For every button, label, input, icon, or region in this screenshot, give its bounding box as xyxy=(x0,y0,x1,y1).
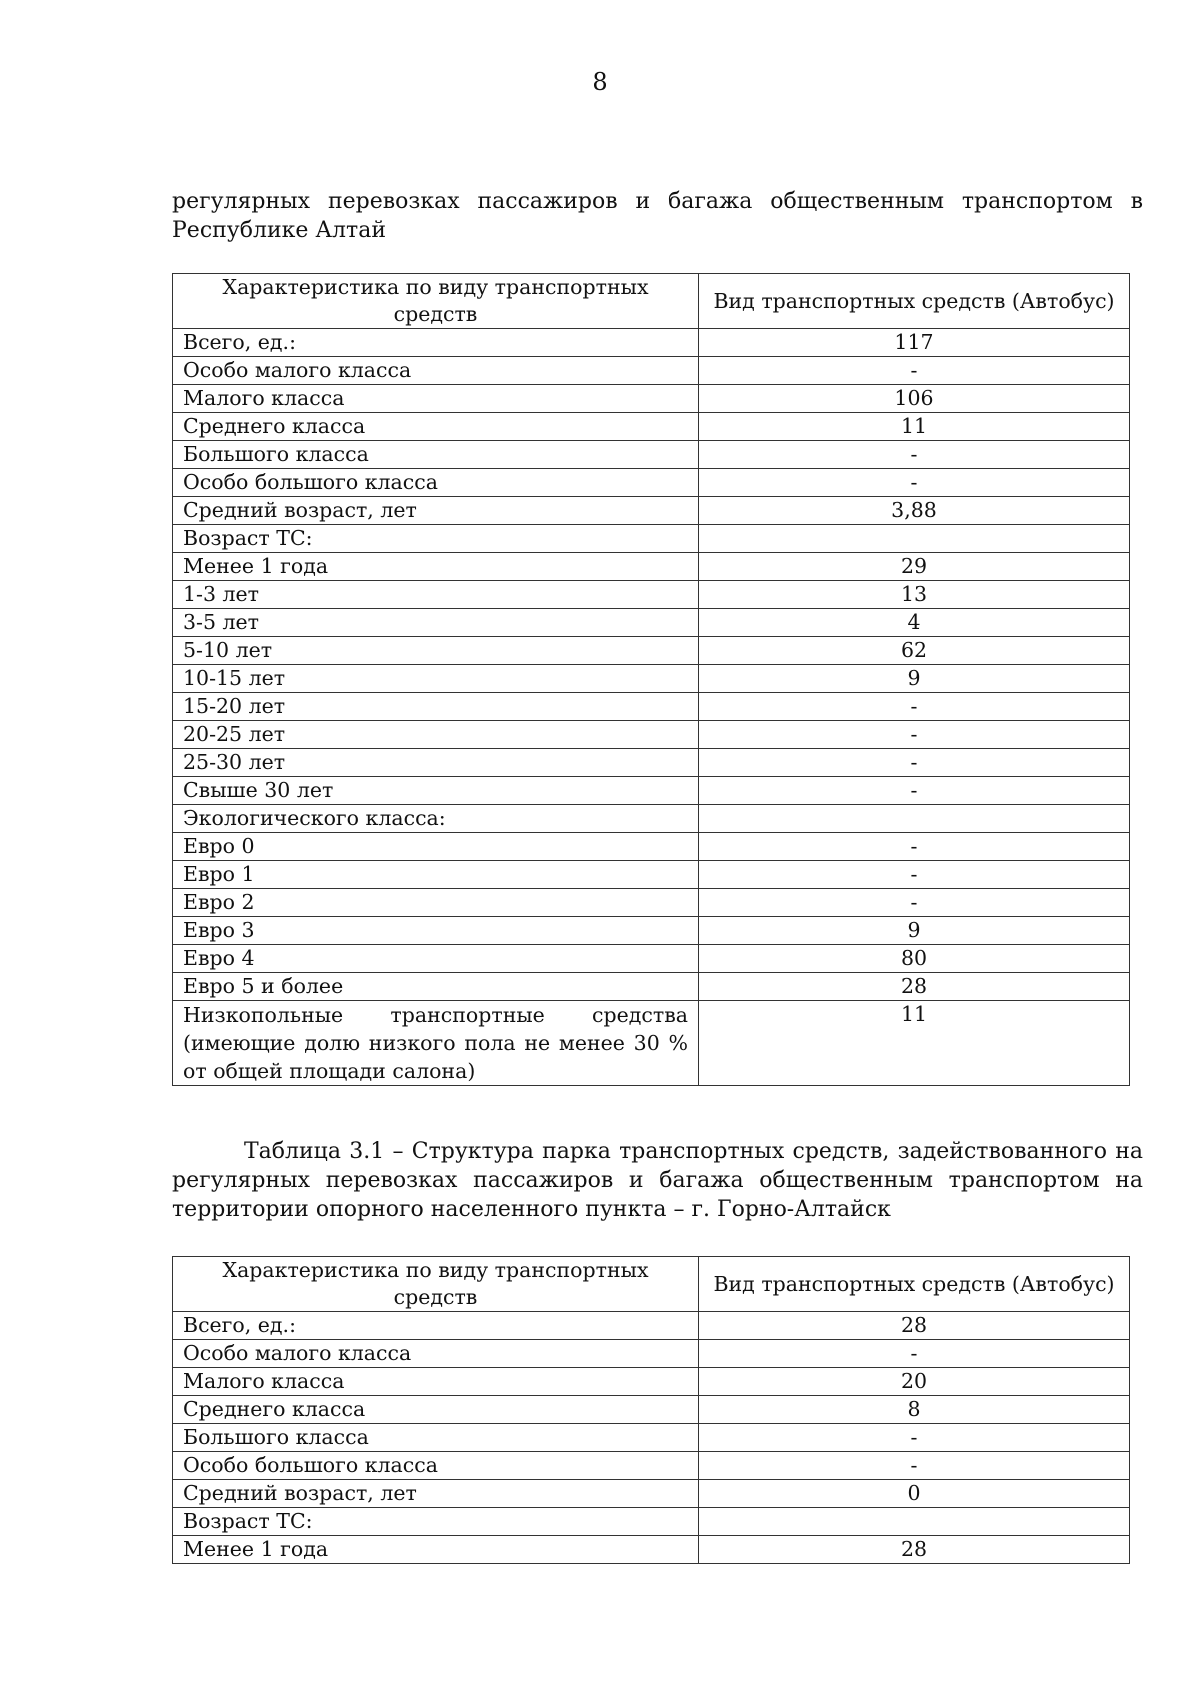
table-row xyxy=(173,469,1130,497)
row-label: Возраст ТС: xyxy=(173,1508,699,1536)
row-label: Особо большого класса xyxy=(173,1452,699,1480)
table-row xyxy=(173,525,1130,553)
row-label: Среднего класса xyxy=(173,1396,699,1424)
row-label: Евро 2 xyxy=(173,889,699,917)
row-label: Менее 1 года xyxy=(173,553,699,581)
table-header-row xyxy=(173,1257,1130,1312)
table-row xyxy=(173,805,1130,833)
table-row xyxy=(173,637,1130,665)
row-value: 29 xyxy=(699,553,1130,581)
row-label: Особо малого класса xyxy=(173,357,699,385)
table-row xyxy=(173,665,1130,693)
page-number: 8 xyxy=(592,68,608,96)
row-value: - xyxy=(699,441,1130,469)
row-value: - xyxy=(699,469,1130,497)
row-value: 28 xyxy=(699,1312,1130,1340)
row-value: - xyxy=(699,357,1130,385)
table-row xyxy=(173,329,1130,357)
table-row xyxy=(173,1312,1130,1340)
row-label: Евро 1 xyxy=(173,861,699,889)
row-value: - xyxy=(699,693,1130,721)
row-value: 9 xyxy=(699,665,1130,693)
row-label: Евро 0 xyxy=(173,833,699,861)
table-row xyxy=(173,1340,1130,1368)
row-label: Большого класса xyxy=(173,1424,699,1452)
row-value: 3,88 xyxy=(699,497,1130,525)
fleet-table-gorno-altaysk xyxy=(172,1256,1130,1564)
row-value: 13 xyxy=(699,581,1130,609)
table-row xyxy=(173,693,1130,721)
row-value: 62 xyxy=(699,637,1130,665)
table-row xyxy=(173,889,1130,917)
row-label: 3-5 лет xyxy=(173,609,699,637)
row-label: Среднего класса xyxy=(173,413,699,441)
row-value: - xyxy=(699,833,1130,861)
row-value xyxy=(699,805,1130,833)
table-row xyxy=(173,833,1130,861)
table-body xyxy=(173,1312,1130,1564)
table-row xyxy=(173,413,1130,441)
row-value: 106 xyxy=(699,385,1130,413)
row-label: Менее 1 года xyxy=(173,1536,699,1564)
header-vehicle-type: Вид транспортных средств (Автобус) xyxy=(699,274,1130,329)
row-label: Всего, ед.: xyxy=(173,329,699,357)
row-label: 5-10 лет xyxy=(173,637,699,665)
row-label: 1-3 лет xyxy=(173,581,699,609)
row-label: Средний возраст, лет xyxy=(173,1480,699,1508)
fleet-table-republic xyxy=(172,273,1130,1086)
row-label: 15-20 лет xyxy=(173,693,699,721)
row-value xyxy=(699,525,1130,553)
row-value: 80 xyxy=(699,945,1130,973)
row-label: Средний возраст, лет xyxy=(173,497,699,525)
row-value: 0 xyxy=(699,1480,1130,1508)
table-row xyxy=(173,1396,1130,1424)
table-row xyxy=(173,1001,1130,1086)
row-value: 9 xyxy=(699,917,1130,945)
table-row xyxy=(173,917,1130,945)
table-row xyxy=(173,1368,1130,1396)
header-characteristic: Характеристика по виду транспортных средств xyxy=(173,274,699,329)
row-value: 11 xyxy=(699,1001,1130,1086)
row-value: - xyxy=(699,861,1130,889)
row-value: - xyxy=(699,1340,1130,1368)
table-row xyxy=(173,441,1130,469)
table-row xyxy=(173,1480,1130,1508)
table-row xyxy=(173,861,1130,889)
row-label: Особо малого класса xyxy=(173,1340,699,1368)
table-row xyxy=(173,1452,1130,1480)
table-body xyxy=(173,329,1130,1086)
table-row xyxy=(173,1508,1130,1536)
row-label: Особо большого класса xyxy=(173,469,699,497)
row-value: 8 xyxy=(699,1396,1130,1424)
row-label: Евро 5 и более xyxy=(173,973,699,1001)
header-vehicle-type: Вид транспортных средств (Автобус) xyxy=(699,1257,1130,1312)
table-caption: Таблица 3.1 – Структура парка транспортных средств, задействованного на регулярных перевозках пассажиров и багажа общественным транспортом на территории опорного населенного пункта – г. Горно-Алтайск xyxy=(172,1139,1143,1222)
row-label: Свыше 30 лет xyxy=(173,777,699,805)
row-label: Возраст ТС: xyxy=(173,525,699,553)
intro-paragraph: регулярных перевозках пассажиров и багажа общественным транспортом в Республике Алтай xyxy=(172,189,1143,243)
table-row xyxy=(173,777,1130,805)
row-value: 28 xyxy=(699,1536,1130,1564)
table-row xyxy=(173,357,1130,385)
table-row xyxy=(173,1424,1130,1452)
row-value: - xyxy=(699,721,1130,749)
table-row xyxy=(173,609,1130,637)
table-row xyxy=(173,973,1130,1001)
row-value: 20 xyxy=(699,1368,1130,1396)
table-row xyxy=(173,581,1130,609)
row-value: 4 xyxy=(699,609,1130,637)
table-row xyxy=(173,385,1130,413)
row-label: 20-25 лет xyxy=(173,721,699,749)
row-label: Евро 3 xyxy=(173,917,699,945)
row-label: Большого класса xyxy=(173,441,699,469)
row-label: 25-30 лет xyxy=(173,749,699,777)
row-label: Евро 4 xyxy=(173,945,699,973)
row-value: 28 xyxy=(699,973,1130,1001)
row-value: 117 xyxy=(699,329,1130,357)
row-label: Всего, ед.: xyxy=(173,1312,699,1340)
table-row xyxy=(173,1536,1130,1564)
row-label: Экологического класса: xyxy=(173,805,699,833)
row-label: Малого класса xyxy=(173,385,699,413)
row-value: - xyxy=(699,777,1130,805)
table-row xyxy=(173,721,1130,749)
table-row xyxy=(173,945,1130,973)
row-value: 11 xyxy=(699,413,1130,441)
row-value: - xyxy=(699,889,1130,917)
table-row xyxy=(173,497,1130,525)
row-label: Низкопольные транспортные средства (имеющие долю низкого пола не менее 30 % от общей площади салона) xyxy=(173,1001,699,1086)
row-value: - xyxy=(699,1452,1130,1480)
row-value: - xyxy=(699,1424,1130,1452)
table-row xyxy=(173,553,1130,581)
row-value xyxy=(699,1508,1130,1536)
row-label: Малого класса xyxy=(173,1368,699,1396)
row-label: 10-15 лет xyxy=(173,665,699,693)
row-value: - xyxy=(699,749,1130,777)
header-characteristic: Характеристика по виду транспортных средств xyxy=(173,1257,699,1312)
table-header-row xyxy=(173,274,1130,329)
table-row xyxy=(173,749,1130,777)
